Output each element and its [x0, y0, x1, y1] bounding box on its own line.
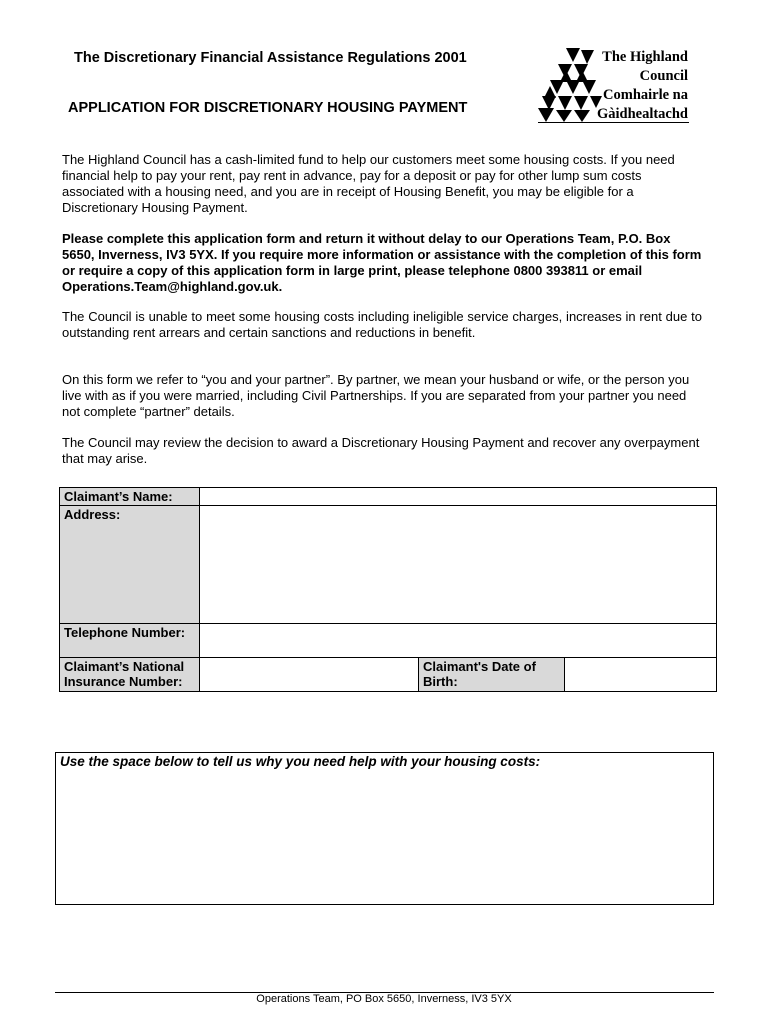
ni-number-field[interactable] — [200, 658, 419, 692]
dob-label: Claimant's Date of Birth: — [419, 658, 565, 692]
intro-paragraph-5: The Council may review the decision to award a Discretionary Housing Payment and recover any overpayment that may arise. — [62, 435, 700, 466]
form-title: APPLICATION FOR DISCRETIONARY HOUSING PAYMENT — [68, 100, 468, 116]
logo-line: Gàidhealtachd — [596, 106, 688, 122]
footer-address: Operations Team, PO Box 5650, Inverness, IV3 5YX — [256, 993, 512, 1005]
claimant-details-table — [59, 487, 717, 692]
logo-line: Comhairle na — [603, 87, 688, 103]
logo-line: The Highland — [602, 49, 688, 65]
logo-underline — [538, 122, 689, 123]
logo-wordmark — [597, 48, 688, 124]
logo-line: Council — [639, 68, 688, 84]
housing-reason-field[interactable] — [55, 752, 714, 905]
housing-reason-label: Use the space below to tell us why you need help with your housing costs: — [60, 754, 541, 769]
claimant-name-field[interactable] — [200, 488, 717, 506]
intro-paragraph-3: The Council is unable to meet some housing costs including ineligible service charges, increases in rent due to outstanding rent arrears and certain sanctions and reductions in benefit. — [62, 309, 702, 340]
telephone-label: Telephone Number: — [60, 624, 200, 658]
dob-field[interactable] — [565, 658, 717, 692]
telephone-field[interactable] — [200, 624, 717, 658]
intro-paragraph-1: The Highland Council has a cash-limited fund to help our customers meet some housing costs. If you need financial help to pay your rent, pay rent in advance, pay for a deposit or pay for other lump sum costs associated with a housing need, and you are in receipt of Housing Benefit, you may be eligible for a Discretionary Housing Payment. — [62, 152, 675, 215]
claimant-name-label: Claimant’s Name: — [60, 488, 200, 506]
intro-paragraph-2: Please complete this application form and return it without delay to our Operations Team, P.O. Box 5650, Inverness, IV3 5YX. If you require more information or assistance with the completion of this form or require a copy of this application form in large print, please telephone 0800 393811 or email Operations.Team@highland.gov.uk. — [62, 231, 702, 294]
address-field[interactable] — [200, 506, 717, 624]
ni-number-label: Claimant’s National Insurance Number: — [60, 658, 200, 692]
triangles-logo-icon — [536, 46, 606, 122]
form-regulation-title: The Discretionary Financial Assistance Regulations 2001 — [74, 50, 467, 66]
address-label: Address: — [60, 506, 200, 624]
highland-council-logo — [536, 44, 691, 124]
intro-paragraph-4: On this form we refer to “you and your partner”. By partner, we mean your husband or wife, or the person you live with as if you were married, including Civil Partnerships. If you are separated from your partner you need not complete “partner” details. — [62, 372, 690, 419]
